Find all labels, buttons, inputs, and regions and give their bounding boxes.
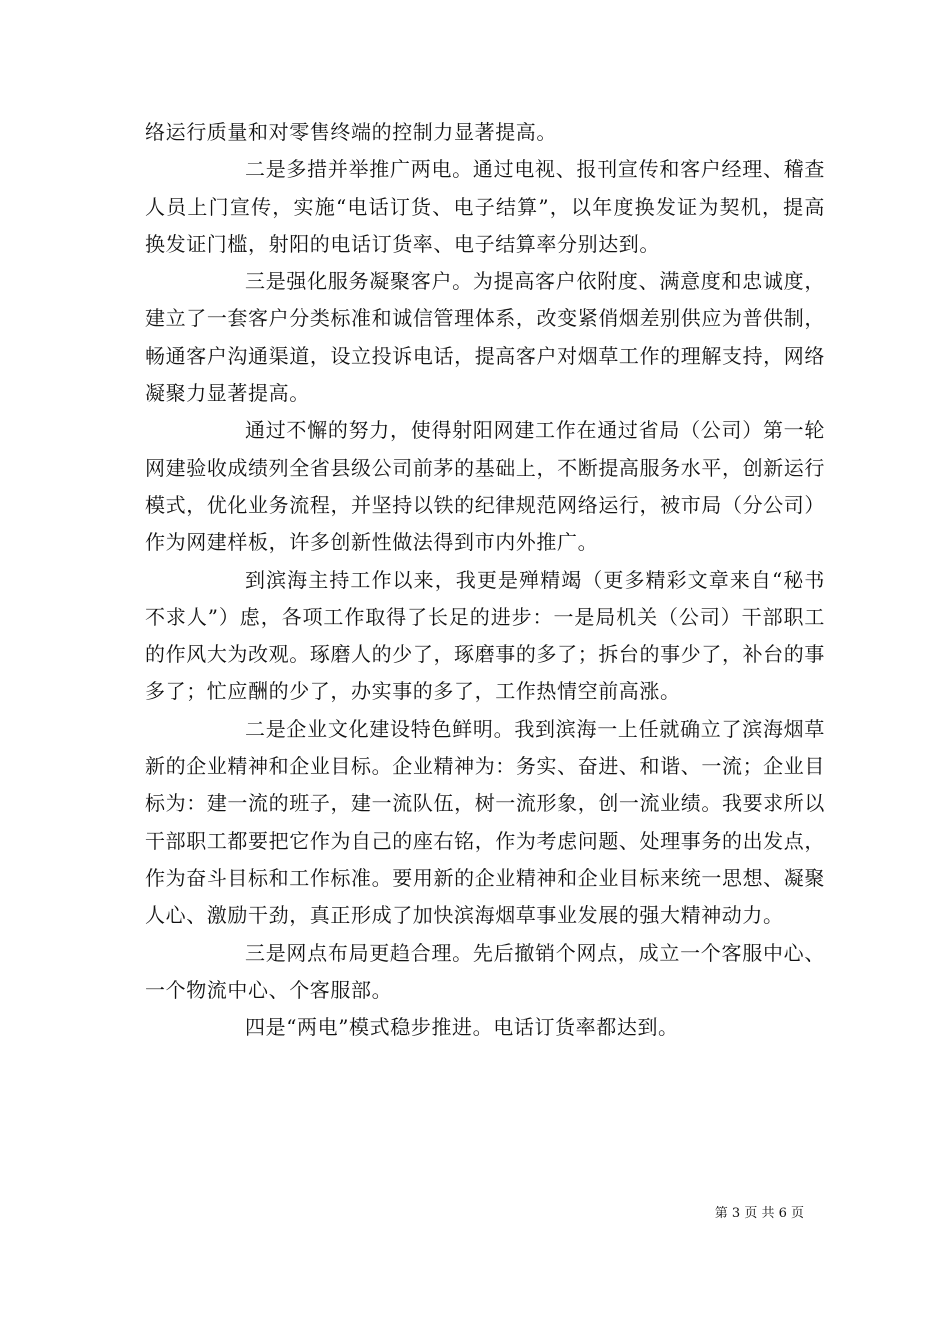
body-paragraph: 四是“两电”模式稳步推进。电话订货率都达到。: [245, 1015, 679, 1040]
body-paragraph: 三是网点布局更趋合理。先后撤销个网点，成立一个客服中心、一个物流中心、个客服部。: [145, 940, 825, 1002]
body-paragraph: 二是企业文化建设特色鲜明。我到滨海一上任就确立了滨海烟草新的企业精神和企业目标。企业精神为：务实、奋进、和谐、一流；企业目标为：建一流的班子，建一流队伍，树一流形象，创一流业绩。我要求所以干部职工都要把它作为自己的座右铭，作为考虑问题、处理事务的出发点，作为奋斗目标和工作标准。要用新的企业精神和企业目标来统一思想、凝聚人心、激励干劲，真正形成了加快滨海烟草事业发展的强大精神动力。: [145, 716, 825, 928]
body-paragraph: 三是强化服务凝聚客户。为提高客户依附度、满意度和忠诚度，建立了一套客户分类标准和诚信管理体系，改变紧俏烟差别供应为普供制，畅通客户沟通渠道，设立投诉电话，提高客户对烟草工作的理解支持，网络凝聚力显著提高。: [145, 269, 825, 406]
body-paragraph: 通过不懈的努力，使得射阳网建工作在通过省局（公司）第一轮网建验收成绩列全省县级公司前茅的基础上，不断提高服务水平，创新运行模式，优化业务流程，并坚持以铁的纪律规范网络运行，被市局（分公司）作为网建样板，许多创新性做法得到市内外推广。: [145, 418, 825, 555]
document-body: [145, 114, 825, 1046]
page-number-footer: 第 3 页 共 6 页: [714, 1206, 804, 1221]
body-paragraph: 二是多措并举推广两电。通过电视、报刊宣传和客户经理、稽查人员上门宣传，实施“电话订货、电子结算”，以年度换发证为契机，提高换发证门槛，射阳的电话订货率、电子结算率分别达到。: [145, 157, 825, 256]
body-paragraph: 到滨海主持工作以来，我更是殚精竭（更多精彩文章来自“秘书不求人”）虑，各项工作取得了长足的进步：一是局机关（公司）干部职工的作风大为改观。琢磨人的少了，琢磨事的多了；拆台的事少了，补台的事多了；忙应酬的少了，办实事的多了，工作热情空前高涨。: [145, 567, 825, 704]
body-paragraph: 络运行质量和对零售终端的控制力显著提高。: [145, 120, 557, 144]
